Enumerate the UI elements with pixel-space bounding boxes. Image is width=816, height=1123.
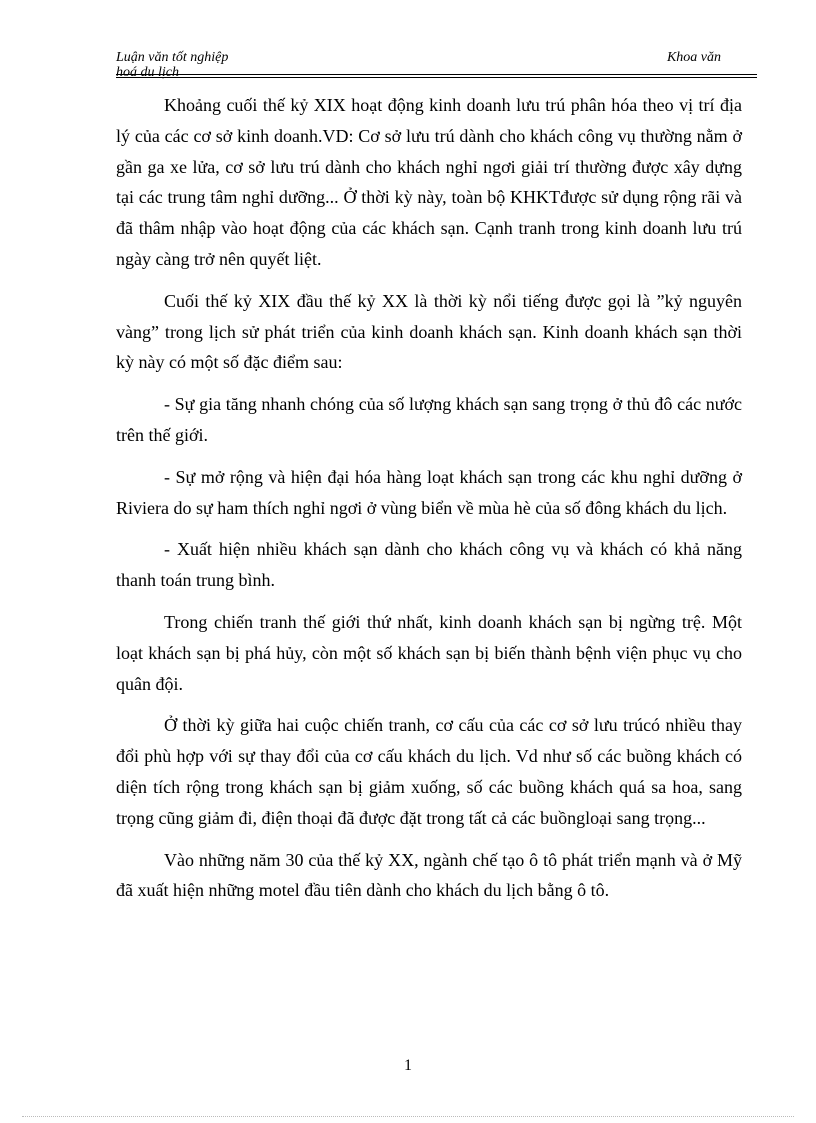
paragraph-2: Cuối thế kỷ XIX đầu thế kỷ XX là thời kỳ nổi tiếng được gọi là ”kỷ nguyên vàng” trong lịch sử phát triển của kinh doanh khách sạn. Kinh doanh khách sạn thời kỳ này có một số đặc điểm sau:: [116, 290, 742, 373]
page-number: 1: [404, 1057, 412, 1074]
document-body: [116, 90, 742, 917]
paragraph-3: - Sự gia tăng nhanh chóng của số lượng khách sạn sang trọng ở thủ đô các nước trên thế giới.: [116, 394, 742, 445]
header-left: [116, 50, 228, 80]
header-rule: [116, 74, 757, 75]
paragraph-8: Vào những năm 30 của thế kỷ XX, ngành chế tạo ô tô phát triển mạnh và ở Mỹ đã xuất hiện những motel đầu tiên dành cho khách du lịch bằng ô tô.: [116, 849, 742, 901]
header-left-line1: Luận văn tốt nghiệp: [116, 50, 229, 65]
paragraph-6: Trong chiến tranh thế giới thứ nhất, kinh doanh khách sạn bị ngừng trệ. Một loạt khách sạn bị phá hủy, còn một số khách sạn bị biến thành bệnh viện phục vụ cho quân đội.: [116, 611, 742, 694]
header-rule-double: [116, 77, 757, 78]
page-bottom-border: [22, 1116, 794, 1117]
paragraph-4: - Sự mở rộng và hiện đại hóa hàng loạt khách sạn trong các khu nghỉ dưỡng ở Riviera do sự ham thích nghỉ ngơi ở vùng biển về mùa hè của số đông khách du lịch.: [116, 466, 742, 518]
page-header: [116, 50, 757, 82]
paragraph-7: Ở thời kỳ giữa hai cuộc chiến tranh, cơ cấu của các cơ sở lưu trúcó nhiều thay đổi phù hợp với sự thay đổi của cơ cấu khách du lịch. Vd như số các buồng khách có diện tích rộng trong khách sạn bị giảm xuống, số các buồng khách quá sa hoa, sang trọng cũng giảm đi, điện thoại đã được đặt trong tất cả các buồngloại sang trọng...: [116, 715, 742, 828]
paragraph-5: - Xuất hiện nhiều khách sạn dành cho khách công vụ và khách có khả năng thanh toán trung bình.: [116, 539, 742, 591]
header-right: Khoa văn: [666, 50, 721, 65]
header-left-line2: hoá du lịch: [116, 65, 179, 80]
paragraph-1: Khoảng cuối thế kỷ XIX hoạt động kinh doanh lưu trú phân hóa theo vị trí địa lý của các cơ sở kinh doanh.VD: Cơ sở lưu trú dành cho khách công vụ thường nằm ở gần ga xe lửa, cơ sở lưu trú dành cho khách nghỉ ngơi giải trí thường được xây dựng tại các trung tâm nghỉ dưỡng... Ở thời kỳ này, toàn bộ KHKTđược sử dụng rộng rãi và đã thâm nhập vào hoạt động của các khách sạn. Cạnh tranh trong kinh doanh lưu trú ngày càng trở nên quyết liệt.: [116, 95, 742, 269]
